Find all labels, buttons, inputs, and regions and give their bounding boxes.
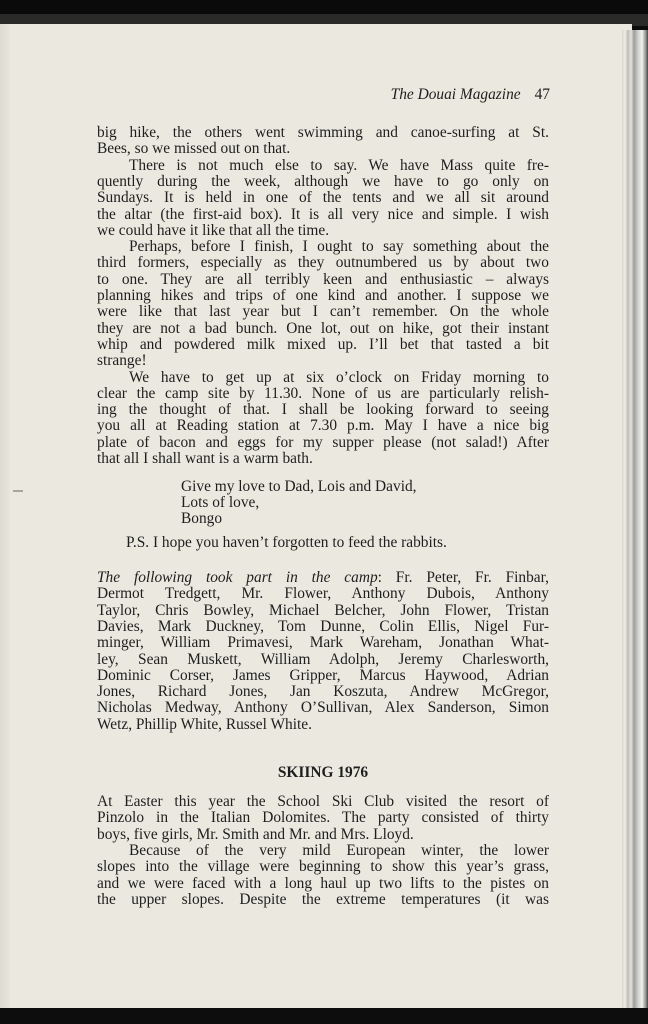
text-line: Because of the very mild European winter, the lower	[129, 841, 549, 859]
text-line: minger, William Primavesi, Mark Wareham, Jonathan What-	[97, 634, 549, 652]
signoff-line: Lots of love,	[181, 494, 260, 511]
text-line: planning hikes and trips of one kind and another. I suppose we	[97, 287, 549, 304]
page-leaves-edge	[622, 30, 648, 1010]
text-line	[97, 569, 549, 586]
signature: Bongo	[181, 510, 223, 527]
page-gutter	[0, 24, 10, 1008]
running-header	[391, 86, 550, 104]
text-line: Nicholas Medway, Anthony O’Sullivan, Alex Sanderson, Simon	[97, 699, 549, 717]
text-line: big hike, the others went swimming and canoe-surfing at St.	[97, 124, 549, 141]
page-number: 47	[534, 86, 550, 103]
text-line: they are not a bad bunch. One lot, out on hike, got their instant	[97, 319, 549, 337]
text-line: clear the camp site by 11.30. None of us are particularly relish-	[97, 384, 549, 402]
text-line: There is not much else to say. We have Mass quite fre-	[129, 156, 549, 174]
postscript: P.S. I hope you haven’t forgotten to feed the rabbits.	[126, 534, 447, 551]
text-line: third formers, especially as they outnumbered us by about two	[97, 254, 549, 272]
text-line: plate of bacon and eggs for my supper please (not salad!) After	[97, 433, 549, 451]
text-line: Taylor, Chris Bowley, Michael Belcher, John Flower, Tristan	[97, 601, 549, 619]
text-line: Bees, so we missed out on that.	[97, 140, 291, 158]
text-line: Davies, Mark Duckney, Tom Dunne, Colin Ellis, Nigel Fur-	[97, 617, 549, 635]
text-line: the altar (the first-aid box). It is all very nice and simple. I wish	[97, 205, 549, 223]
text-line: slopes into the village were beginning to show this year’s grass,	[97, 858, 549, 876]
text-line: boys, five girls, Mr. Smith and Mr. and Mrs. Lloyd.	[97, 825, 414, 843]
text-line: to one. They are all terribly keen and enthusiastic – always	[97, 270, 549, 288]
signoff-line: Give my love to Dad, Lois and David,	[181, 478, 417, 495]
participants-first-names: : Fr. Peter, Fr. Finbar,	[377, 569, 549, 586]
text-line: We have to get up at six o’clock on Friday morning to	[129, 368, 549, 386]
text-line: the upper slopes. Despite the extreme temperatures (it was	[97, 890, 549, 908]
text-line: ley, Sean Muskett, William Adolph, Jeremy Charlesworth,	[97, 650, 549, 668]
text-line: that all I shall want is a warm bath.	[97, 450, 313, 467]
text-line: strange!	[97, 352, 147, 370]
text-line: Jones, Richard Jones, Jan Koszuta, Andrew McGregor,	[97, 683, 549, 701]
text-line: we could have it like that all the time.	[97, 221, 330, 239]
text-line: quently during the week, although we have to go only on	[97, 172, 549, 190]
running-title: The Douai Magazine	[390, 86, 521, 103]
section-heading: SKIING 1976	[277, 764, 369, 781]
scan-background-bottom	[0, 1008, 648, 1024]
text-line: whip and powdered milk mixed up. I’ll bet that tasted a bit	[97, 335, 549, 353]
text-line: Dominic Corser, James Gripper, Marcus Haywood, Adrian	[97, 666, 549, 684]
text-line: ing the thought of that. I shall be looking forward to seeing	[97, 401, 549, 419]
text-line: Wetz, Phillip White, Russel White.	[97, 715, 312, 733]
text-line: and we were faced with a long haul up two lifts to the pistes on	[97, 874, 549, 892]
text-line: At Easter this year the School Ski Club visited the resort of	[97, 793, 549, 810]
participants-intro: The following took part in the camp	[97, 569, 378, 586]
text-line: Pinzolo in the Italian Dolomites. The party consisted of thirty	[97, 809, 549, 827]
text-line: Dermot Tredgett, Mr. Flower, Anthony Dubois, Anthony	[97, 585, 549, 603]
text-line: Sundays. It is held in one of the tents and we all sit around	[97, 189, 549, 207]
margin-mark	[13, 490, 23, 492]
text-line: you all at Reading station at 7.30 p.m. May I have a nice big	[97, 417, 549, 435]
text-line: Perhaps, before I finish, I ought to say something about the	[129, 238, 549, 256]
text-line: were like that last year but I can’t remember. On the whole	[97, 303, 549, 321]
